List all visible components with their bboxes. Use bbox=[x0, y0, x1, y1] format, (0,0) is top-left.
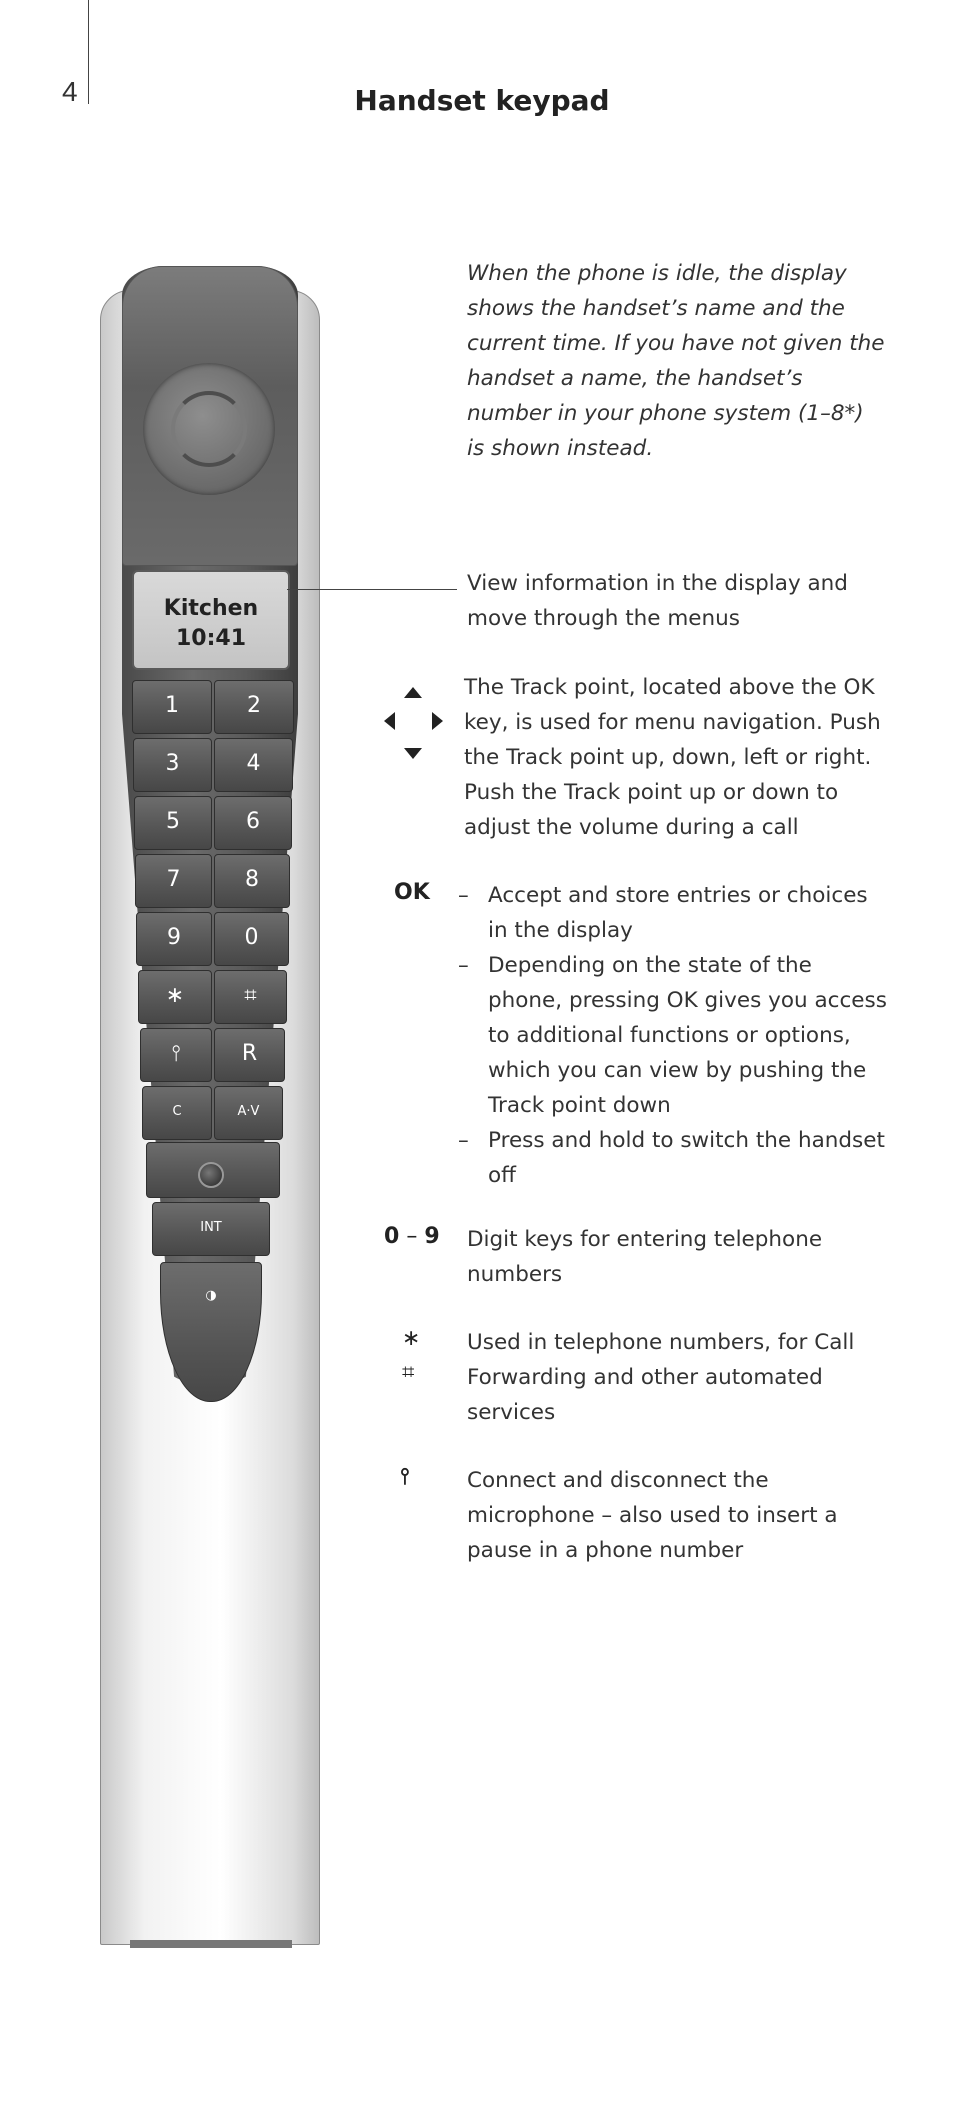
key-9: 9 bbox=[136, 912, 212, 966]
list-item: – Depending on the state of the phone, pressing OK gives you access to additional functions or options, which you can view by pushing the Track point down bbox=[458, 953, 887, 1118]
handset-illustration bbox=[100, 260, 320, 1950]
list-item: – Accept and store entries or choices in the display bbox=[458, 883, 868, 943]
key-r: R bbox=[214, 1028, 285, 1082]
key-int: INT bbox=[152, 1202, 270, 1256]
key-hash: ⌗ bbox=[214, 970, 287, 1024]
handset-display bbox=[132, 570, 290, 670]
key-microphone: ⫯ bbox=[140, 1028, 212, 1082]
arrow-right-icon bbox=[432, 712, 443, 730]
key-8: 8 bbox=[214, 854, 290, 908]
display-time: 10:41 bbox=[175, 626, 247, 651]
trackpoint-description: The Track point, located above the OK key, is used for menu navigation. Push the Track point up, down, left or right. Push the Track point up or down to adjust the volume during a call bbox=[464, 675, 881, 840]
arrow-left-icon bbox=[384, 712, 395, 730]
display-name: Kitchen bbox=[163, 596, 259, 621]
track-point-icon bbox=[198, 1162, 224, 1188]
earpiece-speaker bbox=[143, 363, 275, 495]
arrow-up-icon bbox=[404, 687, 422, 698]
list-item: – Press and hold to switch the handset off bbox=[458, 1128, 885, 1188]
arrow-down-icon bbox=[404, 748, 422, 759]
page-number: 4 bbox=[62, 76, 78, 107]
key-5: 5 bbox=[134, 796, 212, 850]
speaker-ring bbox=[171, 391, 247, 467]
handset-top-cap bbox=[122, 266, 298, 566]
digits-label: 0 – 9 bbox=[384, 1224, 440, 1249]
key-c: C bbox=[142, 1086, 212, 1140]
key-av: A·V bbox=[214, 1086, 283, 1140]
key-1: 1 bbox=[132, 680, 212, 734]
ok-list bbox=[458, 878, 890, 1193]
microphone-description: Connect and disconnect the microphone – also used to insert a pause in a phone number bbox=[467, 1468, 838, 1563]
page-title: Handset keypad bbox=[354, 84, 610, 117]
display-leader-line bbox=[287, 589, 457, 590]
display-description: View information in the display and move through the menus bbox=[467, 571, 848, 631]
handset-base bbox=[130, 1940, 292, 1948]
key-star: ∗ bbox=[138, 970, 212, 1024]
digits-description: Digit keys for entering telephone numbers bbox=[467, 1227, 823, 1287]
key-4: 4 bbox=[214, 738, 293, 792]
key-contrast: ◑ bbox=[160, 1262, 262, 1402]
key-3: 3 bbox=[133, 738, 212, 792]
star-icon: ∗ bbox=[402, 1326, 421, 1351]
key-2: 2 bbox=[214, 680, 294, 734]
ok-label: OK bbox=[394, 880, 430, 905]
key-7: 7 bbox=[135, 854, 212, 908]
key-0: 0 bbox=[214, 912, 289, 966]
intro-text: When the phone is idle, the display shows the handset’s name and the current time. If you have not given the handset a name, the handset’s number in your phone system (1–8*) is shown instead. bbox=[467, 261, 885, 461]
star-hash-description: Used in telephone numbers, for Call Forwarding and other automated services bbox=[467, 1330, 855, 1425]
microphone-icon: ⫯ bbox=[400, 1464, 410, 1489]
key-6: 6 bbox=[214, 796, 292, 850]
hash-icon: ⌗ bbox=[402, 1360, 415, 1385]
